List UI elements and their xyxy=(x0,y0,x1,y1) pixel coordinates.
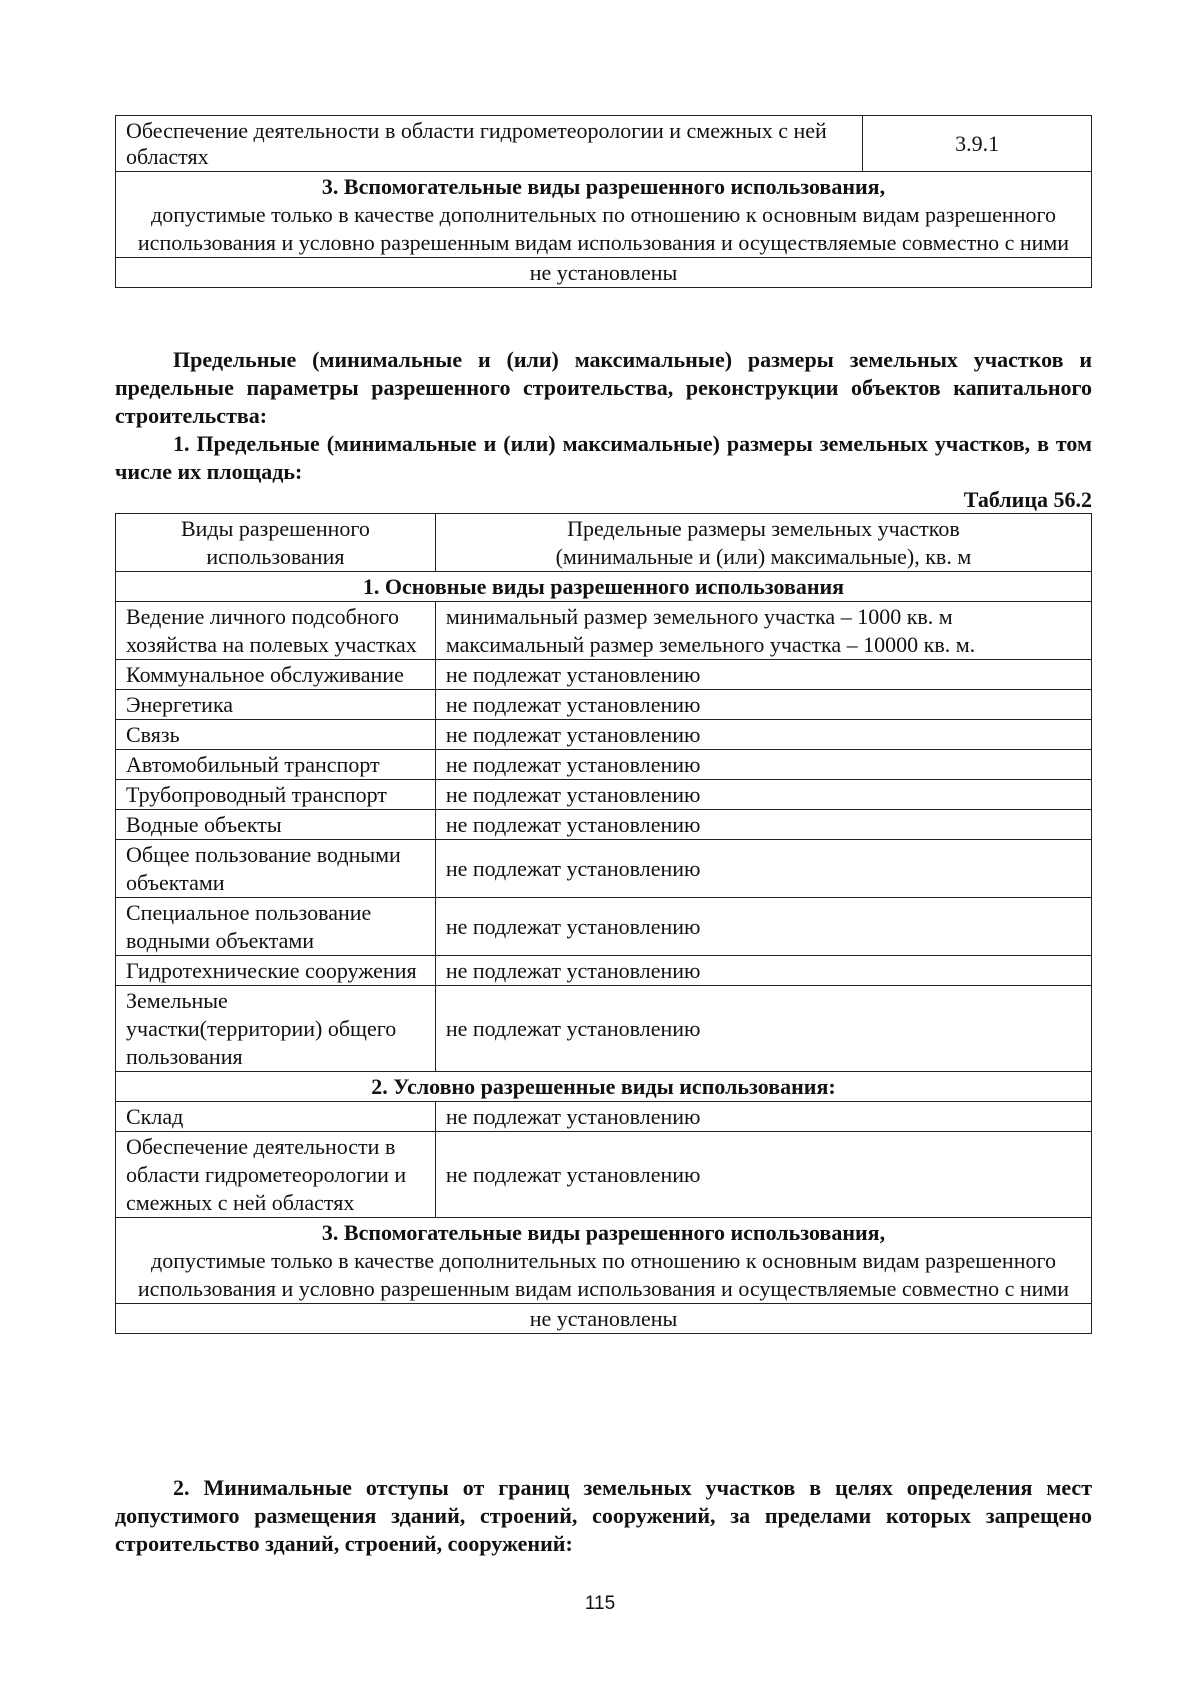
use-type-cell: Связь xyxy=(116,720,436,750)
aux-value-row xyxy=(116,258,1092,288)
size-limit-cell: не подлежат установлению xyxy=(435,810,1091,840)
table-row xyxy=(116,690,1092,720)
size-limit-cell: не подлежат установлению xyxy=(435,660,1091,690)
size-limit-cell: не подлежат установлению xyxy=(435,1102,1091,1132)
table-row xyxy=(116,810,1092,840)
use-type-cell: Трубопроводный транспорт xyxy=(116,780,436,810)
aux-value-cell: не установлены xyxy=(116,258,1092,288)
use-type-cell: Обеспечение деятельности в области гидрометеорологии и смежных с ней областях xyxy=(116,116,863,172)
table-row xyxy=(116,840,1092,898)
use-type-cell: Водные объекты xyxy=(116,810,436,840)
table-row xyxy=(116,1102,1092,1132)
size-limit-cell: не подлежат установлению xyxy=(435,750,1091,780)
table-row xyxy=(116,660,1092,690)
section1-title: 1. Основные виды разрешенного использования xyxy=(116,572,1092,602)
use-type-cell: Специальное пользование водными объектами xyxy=(116,898,436,956)
use-type-cell: Обеспечение деятельности в области гидрометеорологии и смежных с ней областях xyxy=(116,1132,436,1218)
size-limit-cell: не подлежат установлению xyxy=(435,690,1091,720)
table-caption: Таблица 56.2 xyxy=(963,487,1092,512)
section-row xyxy=(116,572,1092,602)
size-limit-cell: не подлежат установлению xyxy=(435,840,1091,898)
header-col2 xyxy=(435,514,1091,572)
section3-text: допустимые только в качестве дополнительных по отношению к основным видам разрешенного использования и условно разрешенным видам использования и осуществляемые совместно с ними xyxy=(137,1248,1070,1301)
use-type-cell: Коммунальное обслуживание xyxy=(116,660,436,690)
section2-title: 2. Условно разрешенные виды использования: xyxy=(116,1072,1092,1102)
top-table xyxy=(115,115,1092,288)
use-type-cell: Гидротехнические сооружения xyxy=(116,956,436,986)
aux-header-row xyxy=(116,172,1092,258)
header-col2-line1: Предельные размеры земельных участков xyxy=(567,516,960,541)
table-row xyxy=(116,986,1092,1072)
use-type-cell: Склад xyxy=(116,1102,436,1132)
table-row xyxy=(116,602,1092,660)
section3-value-cell: не установлены xyxy=(116,1304,1092,1334)
max-size-text: максимальный размер земельного участка – 10000 кв. м. xyxy=(445,632,976,657)
table-row xyxy=(116,116,1092,172)
min-size-text: минимальный размер земельного участка – 1000 кв. м xyxy=(445,604,953,629)
aux-header-text: допустимые только в качестве дополнительных по отношению к основным видам разрешенного использования и условно разрешенным видам использования и осуществляемые совместно с ними xyxy=(137,202,1070,255)
size-limit-cell xyxy=(435,602,1091,660)
section3-title: 3. Вспомогательные виды разрешенного использования, xyxy=(321,1220,886,1245)
use-code-cell: 3.9.1 xyxy=(863,116,1092,172)
table-row xyxy=(116,720,1092,750)
table-row xyxy=(116,1132,1092,1218)
size-limit-cell: не подлежат установлению xyxy=(435,956,1091,986)
page-number: 115 xyxy=(584,1593,616,1614)
use-type-cell: Общее пользование водными объектами xyxy=(116,840,436,898)
use-type-cell: Земельные участки(территории) общего пользования xyxy=(116,986,436,1072)
size-limit-cell: не подлежат установлению xyxy=(435,780,1091,810)
size-limit-cell: не подлежат установлению xyxy=(435,720,1091,750)
table-row xyxy=(116,750,1092,780)
header-row xyxy=(116,514,1092,572)
size-limit-cell: не подлежат установлению xyxy=(435,1132,1091,1218)
section-row xyxy=(116,1218,1092,1304)
aux-header-cell xyxy=(116,172,1092,258)
item1-paragraph: 1. Предельные (минимальные и (или) максимальные) размеры земельных участков, в том числе их площадь: xyxy=(115,431,1092,484)
use-type-cell: Автомобильный транспорт xyxy=(116,750,436,780)
size-limit-cell: не подлежат установлению xyxy=(435,986,1091,1072)
section-row xyxy=(116,1072,1092,1102)
limits-paragraph: Предельные (минимальные и (или) максимальные) размеры земельных участков и предельные параметры разрешенного строительства, реконструкции объектов капитального строительства: xyxy=(115,347,1092,428)
header-col1: Виды разрешенного использования xyxy=(116,514,436,572)
table-row xyxy=(116,956,1092,986)
size-limit-cell: не подлежат установлению xyxy=(435,898,1091,956)
header-col2-line2: (минимальные и (или) максимальные), кв. м xyxy=(555,544,972,569)
table-row xyxy=(116,780,1092,810)
section3-cell xyxy=(116,1218,1092,1304)
aux-header-title: 3. Вспомогательные виды разрешенного использования, xyxy=(321,174,886,199)
main-table xyxy=(115,513,1092,1334)
table-row xyxy=(116,1304,1092,1334)
item2-paragraph: 2. Минимальные отступы от границ земельных участков в целях определения мест допустимого размещения зданий, строений, сооружений, за пределами которых запрещено строительство зданий, строений, сооружений: xyxy=(115,1475,1092,1556)
table-row xyxy=(116,898,1092,956)
use-type-cell: Энергетика xyxy=(116,690,436,720)
use-type-cell: Ведение личного подсобного хозяйства на полевых участках xyxy=(116,602,436,660)
